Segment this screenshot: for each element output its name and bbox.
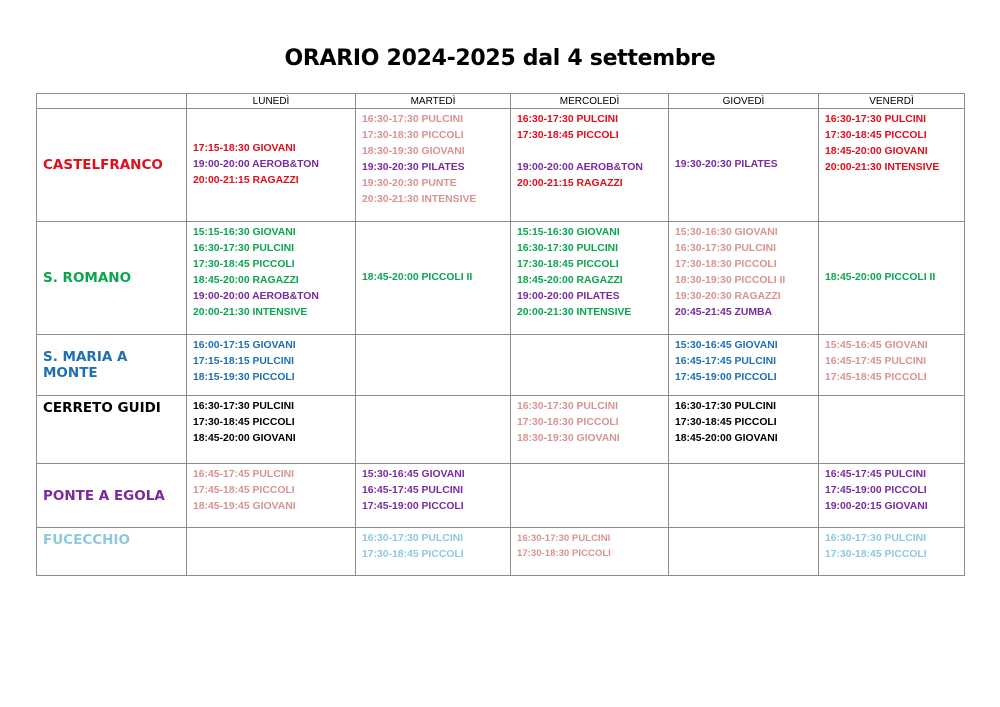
class-slot: 17:30-18:45 PICCOLI [825, 130, 927, 141]
class-slot: 17:30-18:45 PICCOLI [825, 549, 927, 560]
class-slot: 17:30-18:30 PICCOLI [675, 259, 777, 270]
class-slot: 19:00-20:00 AEROB&TON [193, 291, 319, 302]
class-slot: 18:45-19:45 GIOVANI [193, 501, 296, 512]
class-slot: 20:00-21:30 INTENSIVE [517, 307, 632, 318]
class-slot: 15:15-16:30 GIOVANI [193, 227, 296, 238]
slot-s-romano-thursday [669, 222, 819, 335]
day-header-friday: VENERDÌ [819, 94, 965, 109]
class-slot: 17:45-19:00 PICCOLI [675, 372, 777, 383]
slot-s-maria-a-monte-thursday [669, 335, 819, 396]
class-slot: 17:30-18:45 PICCOLI [517, 259, 619, 270]
class-slot: 15:15-16:30 GIOVANI [517, 227, 620, 238]
slot-s-romano-tuesday [356, 222, 511, 335]
slot-cerreto-guidi-wednesday [511, 396, 669, 464]
location-row-s-romano [37, 222, 965, 335]
location-row-s-maria-a-monte [37, 335, 965, 396]
class-slot: 15:30-16:30 GIOVANI [675, 227, 778, 238]
class-slot: 19:30-20:30 RAGAZZI [675, 291, 781, 302]
slot-castelfranco-tuesday [356, 109, 511, 222]
location-label-cerreto-guidi: CERRETO GUIDI [37, 396, 187, 464]
slot-ponte-a-egola-monday [187, 464, 356, 528]
class-slot: 18:30-19:30 GIOVANI [517, 433, 620, 444]
class-slot: 17:30-18:30 PICCOLI [362, 130, 464, 141]
class-slot: 15:30-16:45 GIOVANI [362, 469, 465, 480]
slot-fucecchio-tuesday [356, 528, 511, 576]
class-slot: 16:30-17:30 PULCINI [517, 533, 611, 544]
class-slot: 18:45-20:00 RAGAZZI [517, 275, 623, 286]
class-slot: 16:30-17:30 PULCINI [517, 243, 619, 254]
class-slot: 18:30-19:30 GIOVANI [362, 146, 465, 157]
class-slot: 16:30-17:30 PULCINI [193, 401, 295, 412]
class-slot: 18:45-20:00 GIOVANI [675, 433, 778, 444]
location-label-castelfranco: CASTELFRANCO [37, 109, 187, 222]
class-slot: 16:30-17:30 PULCINI [517, 114, 619, 125]
class-slot: 16:30-17:30 PULCINI [825, 533, 927, 544]
location-row-fucecchio [37, 528, 965, 576]
slot-s-maria-a-monte-monday [187, 335, 356, 396]
slot-fucecchio-monday [187, 528, 356, 576]
slot-s-maria-a-monte-wednesday [511, 335, 669, 396]
class-slot: 19:30-20:30 PILATES [675, 159, 778, 170]
class-slot: 18:15-19:30 PICCOLI [193, 372, 295, 383]
corner-cell [37, 94, 187, 109]
class-slot: 16:30-17:30 PULCINI [675, 401, 777, 412]
class-slot: 18:30-19:30 PICCOLI II [675, 275, 786, 286]
class-slot: 20:00-21:30 INTENSIVE [825, 162, 940, 173]
class-slot: 16:45-17:45 PULCINI [193, 469, 295, 480]
location-label-s-maria-a-monte: S. MARIA A MONTE [37, 335, 187, 396]
slot-castelfranco-thursday [669, 109, 819, 222]
slot-castelfranco-wednesday [511, 109, 669, 222]
slot-cerreto-guidi-monday [187, 396, 356, 464]
class-slot: 17:30-18:45 PICCOLI [193, 417, 295, 428]
class-slot: 16:30-17:30 PULCINI [675, 243, 777, 254]
location-row-cerreto-guidi [37, 396, 965, 464]
class-slot: 17:30-18:45 PICCOLI [193, 259, 295, 270]
class-slot: 20:00-21:30 INTENSIVE [193, 307, 308, 318]
slot-ponte-a-egola-friday [819, 464, 965, 528]
class-slot: 19:30-20:30 PUNTE [362, 178, 457, 189]
class-slot: 17:30-18:45 PICCOLI [675, 417, 777, 428]
location-label-s-romano: S. ROMANO [37, 222, 187, 335]
location-row-ponte-a-egola [37, 464, 965, 528]
schedule-table [36, 93, 965, 576]
class-slot: 20:00-21:15 RAGAZZI [193, 175, 299, 186]
class-slot: 18:45-20:00 PICCOLI II [825, 272, 936, 283]
location-label-ponte-a-egola: PONTE A EGOLA [37, 464, 187, 528]
slot-cerreto-guidi-tuesday [356, 396, 511, 464]
class-slot: 19:30-20:30 PILATES [362, 162, 465, 173]
class-slot: 17:45-19:00 PICCOLI [362, 501, 464, 512]
class-slot: 16:00-17:15 GIOVANI [193, 340, 296, 351]
empty-gap [517, 144, 668, 160]
class-slot: 19:00-20:00 AEROB&TON [193, 159, 319, 170]
class-slot: 17:30-18:30 PICCOLI [517, 417, 619, 428]
class-slot: 17:45-18:45 PICCOLI [193, 485, 295, 496]
class-slot: 16:30-17:30 PULCINI [362, 533, 464, 544]
header-row [37, 94, 965, 109]
slot-fucecchio-wednesday [511, 528, 669, 576]
class-slot: 20:30-21:30 INTENSIVE [362, 194, 477, 205]
class-slot: 17:15-18:30 GIOVANI [193, 143, 296, 154]
class-slot: 19:00-20:00 PILATES [517, 291, 620, 302]
class-slot: 16:45-17:45 PULCINI [675, 356, 777, 367]
location-label-fucecchio: FUCECCHIO [37, 528, 187, 576]
slot-ponte-a-egola-tuesday [356, 464, 511, 528]
class-slot: 16:30-17:30 PULCINI [825, 114, 927, 125]
slot-castelfranco-monday [187, 109, 356, 222]
class-slot: 18:45-20:00 RAGAZZI [193, 275, 299, 286]
slot-castelfranco-friday [819, 109, 965, 222]
day-header-thursday: GIOVEDÌ [669, 94, 819, 109]
class-slot: 17:30-18:45 PICCOLI [362, 549, 464, 560]
location-row-castelfranco [37, 109, 965, 222]
day-header-wednesday: MERCOLEDÌ [511, 94, 669, 109]
class-slot: 17:45-18:45 PICCOLI [825, 372, 927, 383]
class-slot: 16:45-17:45 PULCINI [825, 356, 927, 367]
slot-s-maria-a-monte-tuesday [356, 335, 511, 396]
page-title: ORARIO 2024-2025 dal 4 settembre [284, 46, 716, 71]
class-slot: 16:45-17:45 PULCINI [362, 485, 464, 496]
class-slot: 15:45-16:45 GIOVANI [825, 340, 928, 351]
slot-ponte-a-egola-wednesday [511, 464, 669, 528]
slot-cerreto-guidi-friday [819, 396, 965, 464]
class-slot: 20:45-21:45 ZUMBA [675, 307, 773, 318]
day-header-monday: LUNEDÌ [187, 94, 356, 109]
class-slot: 18:45-20:00 PICCOLI II [362, 272, 473, 283]
class-slot: 16:30-17:30 PULCINI [193, 243, 295, 254]
class-slot: 19:00-20:15 GIOVANI [825, 501, 928, 512]
class-slot: 19:00-20:00 AEROB&TON [517, 162, 643, 173]
class-slot: 17:45-19:00 PICCOLI [825, 485, 927, 496]
class-slot: 17:30-18:45 PICCOLI [517, 130, 619, 141]
slot-s-maria-a-monte-friday [819, 335, 965, 396]
class-slot: 18:45-20:00 GIOVANI [825, 146, 928, 157]
slot-fucecchio-thursday [669, 528, 819, 576]
slot-s-romano-wednesday [511, 222, 669, 335]
class-slot: 17:15-18:15 PULCINI [193, 356, 295, 367]
slot-fucecchio-friday [819, 528, 965, 576]
class-slot: 16:30-17:30 PULCINI [362, 114, 464, 125]
slot-s-romano-friday [819, 222, 965, 335]
class-slot: 16:30-17:30 PULCINI [517, 401, 619, 412]
class-slot: 20:00-21:15 RAGAZZI [517, 178, 623, 189]
class-slot: 16:45-17:45 PULCINI [825, 469, 927, 480]
class-slot: 18:45-20:00 GIOVANI [193, 433, 296, 444]
slot-cerreto-guidi-thursday [669, 396, 819, 464]
slot-s-romano-monday [187, 222, 356, 335]
slot-ponte-a-egola-thursday [669, 464, 819, 528]
class-slot: 17:30-18:30 PICCOLI [517, 548, 611, 559]
day-header-tuesday: MARTEDÌ [356, 94, 511, 109]
class-slot: 15:30-16:45 GIOVANI [675, 340, 778, 351]
